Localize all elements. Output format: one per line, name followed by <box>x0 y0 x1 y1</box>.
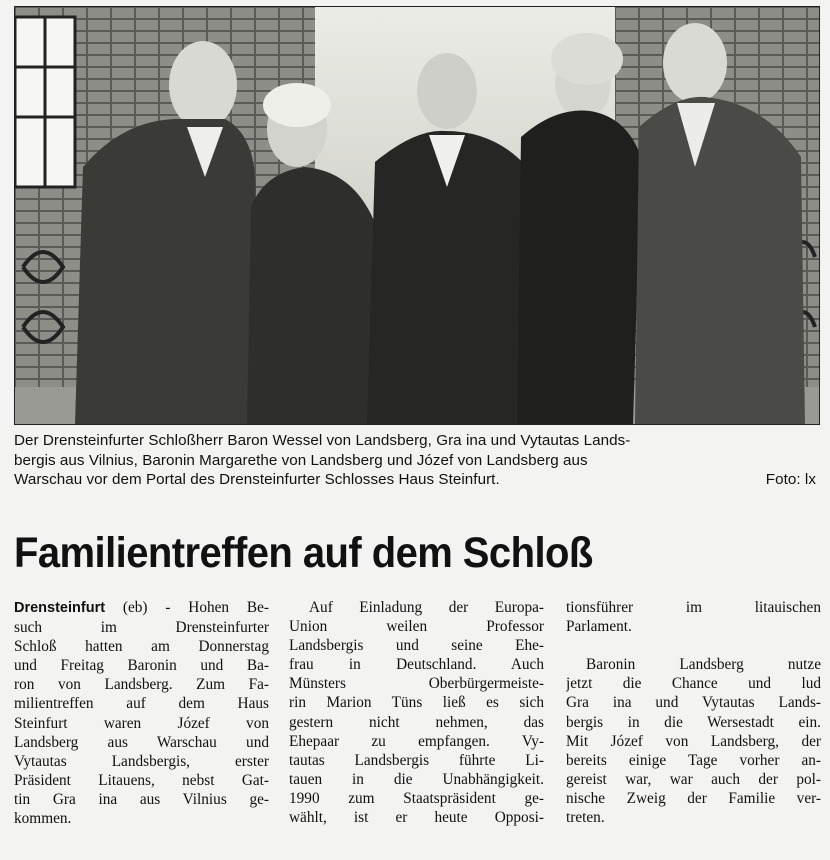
caption-line: bergis aus Vilnius, Baronin Margarethe von Landsberg und Józef von Landsberg aus <box>14 451 588 469</box>
article-line: Mit Józef von Landsberg, der <box>566 732 821 750</box>
article-line: kommen. <box>14 810 72 828</box>
article-line: bereits einige Tage vorher an- <box>566 751 821 769</box>
article-headline: Familientreffen auf dem Schloß <box>14 529 593 577</box>
article-line: Steinfurt waren Józef von <box>14 714 269 732</box>
article-line: Vytautas Landsbergis, erster <box>14 752 269 770</box>
article-line: und Freitag Baronin und Ba- <box>14 657 269 675</box>
article-line: Auf Einladung der Europa- <box>309 599 544 616</box>
article-line: ron von Landsberg. Zum Fa- <box>14 676 269 694</box>
article-line: treten. <box>566 809 605 827</box>
article-line <box>14 598 269 618</box>
article-line: wählt, ist er heute Opposi- <box>289 809 544 827</box>
article-line: Union weilen Professor <box>289 618 544 636</box>
article-line: frau in Deutschland. Auch <box>289 656 544 674</box>
photo-image <box>15 7 819 424</box>
article-line: tionsführer im litauischen <box>566 599 821 616</box>
article-line: jetzt die Chance und lud <box>566 675 821 693</box>
article-line: such im Drensteinfurter <box>14 619 269 637</box>
article-line: Landsbergis und seine Ehe- <box>289 637 544 655</box>
article-line: Präsident Litauens, nebst Gat- <box>14 771 269 789</box>
article-line: Ehepaar zu empfangen. Vy- <box>289 732 544 750</box>
photo-caption <box>14 431 818 490</box>
article-line: nische Zweig der Familie ver- <box>566 789 821 807</box>
article-line: rin Marion Tüns ließ es sich <box>289 694 544 712</box>
dateline: Drensteinfurt <box>14 600 106 616</box>
article-line: 1990 zum Staatspräsident ge- <box>289 789 544 807</box>
caption-line: Warschau vor dem Portal des Drensteinfurter Schlosses Haus Steinfurt. <box>14 471 500 488</box>
lead-text: (eb) - Hohen Be- <box>122 599 269 616</box>
article-line: tin Gra ina aus Vilnius ge- <box>14 790 269 808</box>
article-line: Baronin Landsberg nutze <box>586 656 821 674</box>
paragraph-gap <box>566 636 821 655</box>
article-line: gereist war, war auch der pol- <box>566 770 821 788</box>
article-line: tauen in die Unabhängigkeit. <box>289 770 544 788</box>
article-column-2 <box>289 598 544 827</box>
article-column-3 <box>566 598 821 827</box>
article-line: milientreffen auf dem Haus <box>14 695 269 713</box>
group-photo <box>14 6 820 425</box>
article-column-1 <box>14 598 269 828</box>
article-line: Gra ina und Vytautas Lands- <box>566 694 821 712</box>
photo-credit: Foto: lx <box>765 471 816 488</box>
caption-line: Der Drensteinfurter Schloßherr Baron Wessel von Landsberg, Gra ina und Vytautas Lands- <box>14 432 631 449</box>
article-line: bergis in die Wersestadt ein. <box>566 713 821 731</box>
article-line: Landsberg aus Warschau und <box>14 733 269 751</box>
caption-line-with-credit <box>14 470 818 490</box>
article-line: gestern nicht nehmen, das <box>289 713 544 731</box>
article-line: Münsters Oberbürgermeiste- <box>289 675 544 693</box>
article-line: Schloß hatten am Donnerstag <box>14 638 269 656</box>
article-line: tautas Landsbergis führte Li- <box>289 751 544 769</box>
article-line: Parlament. <box>566 618 632 636</box>
